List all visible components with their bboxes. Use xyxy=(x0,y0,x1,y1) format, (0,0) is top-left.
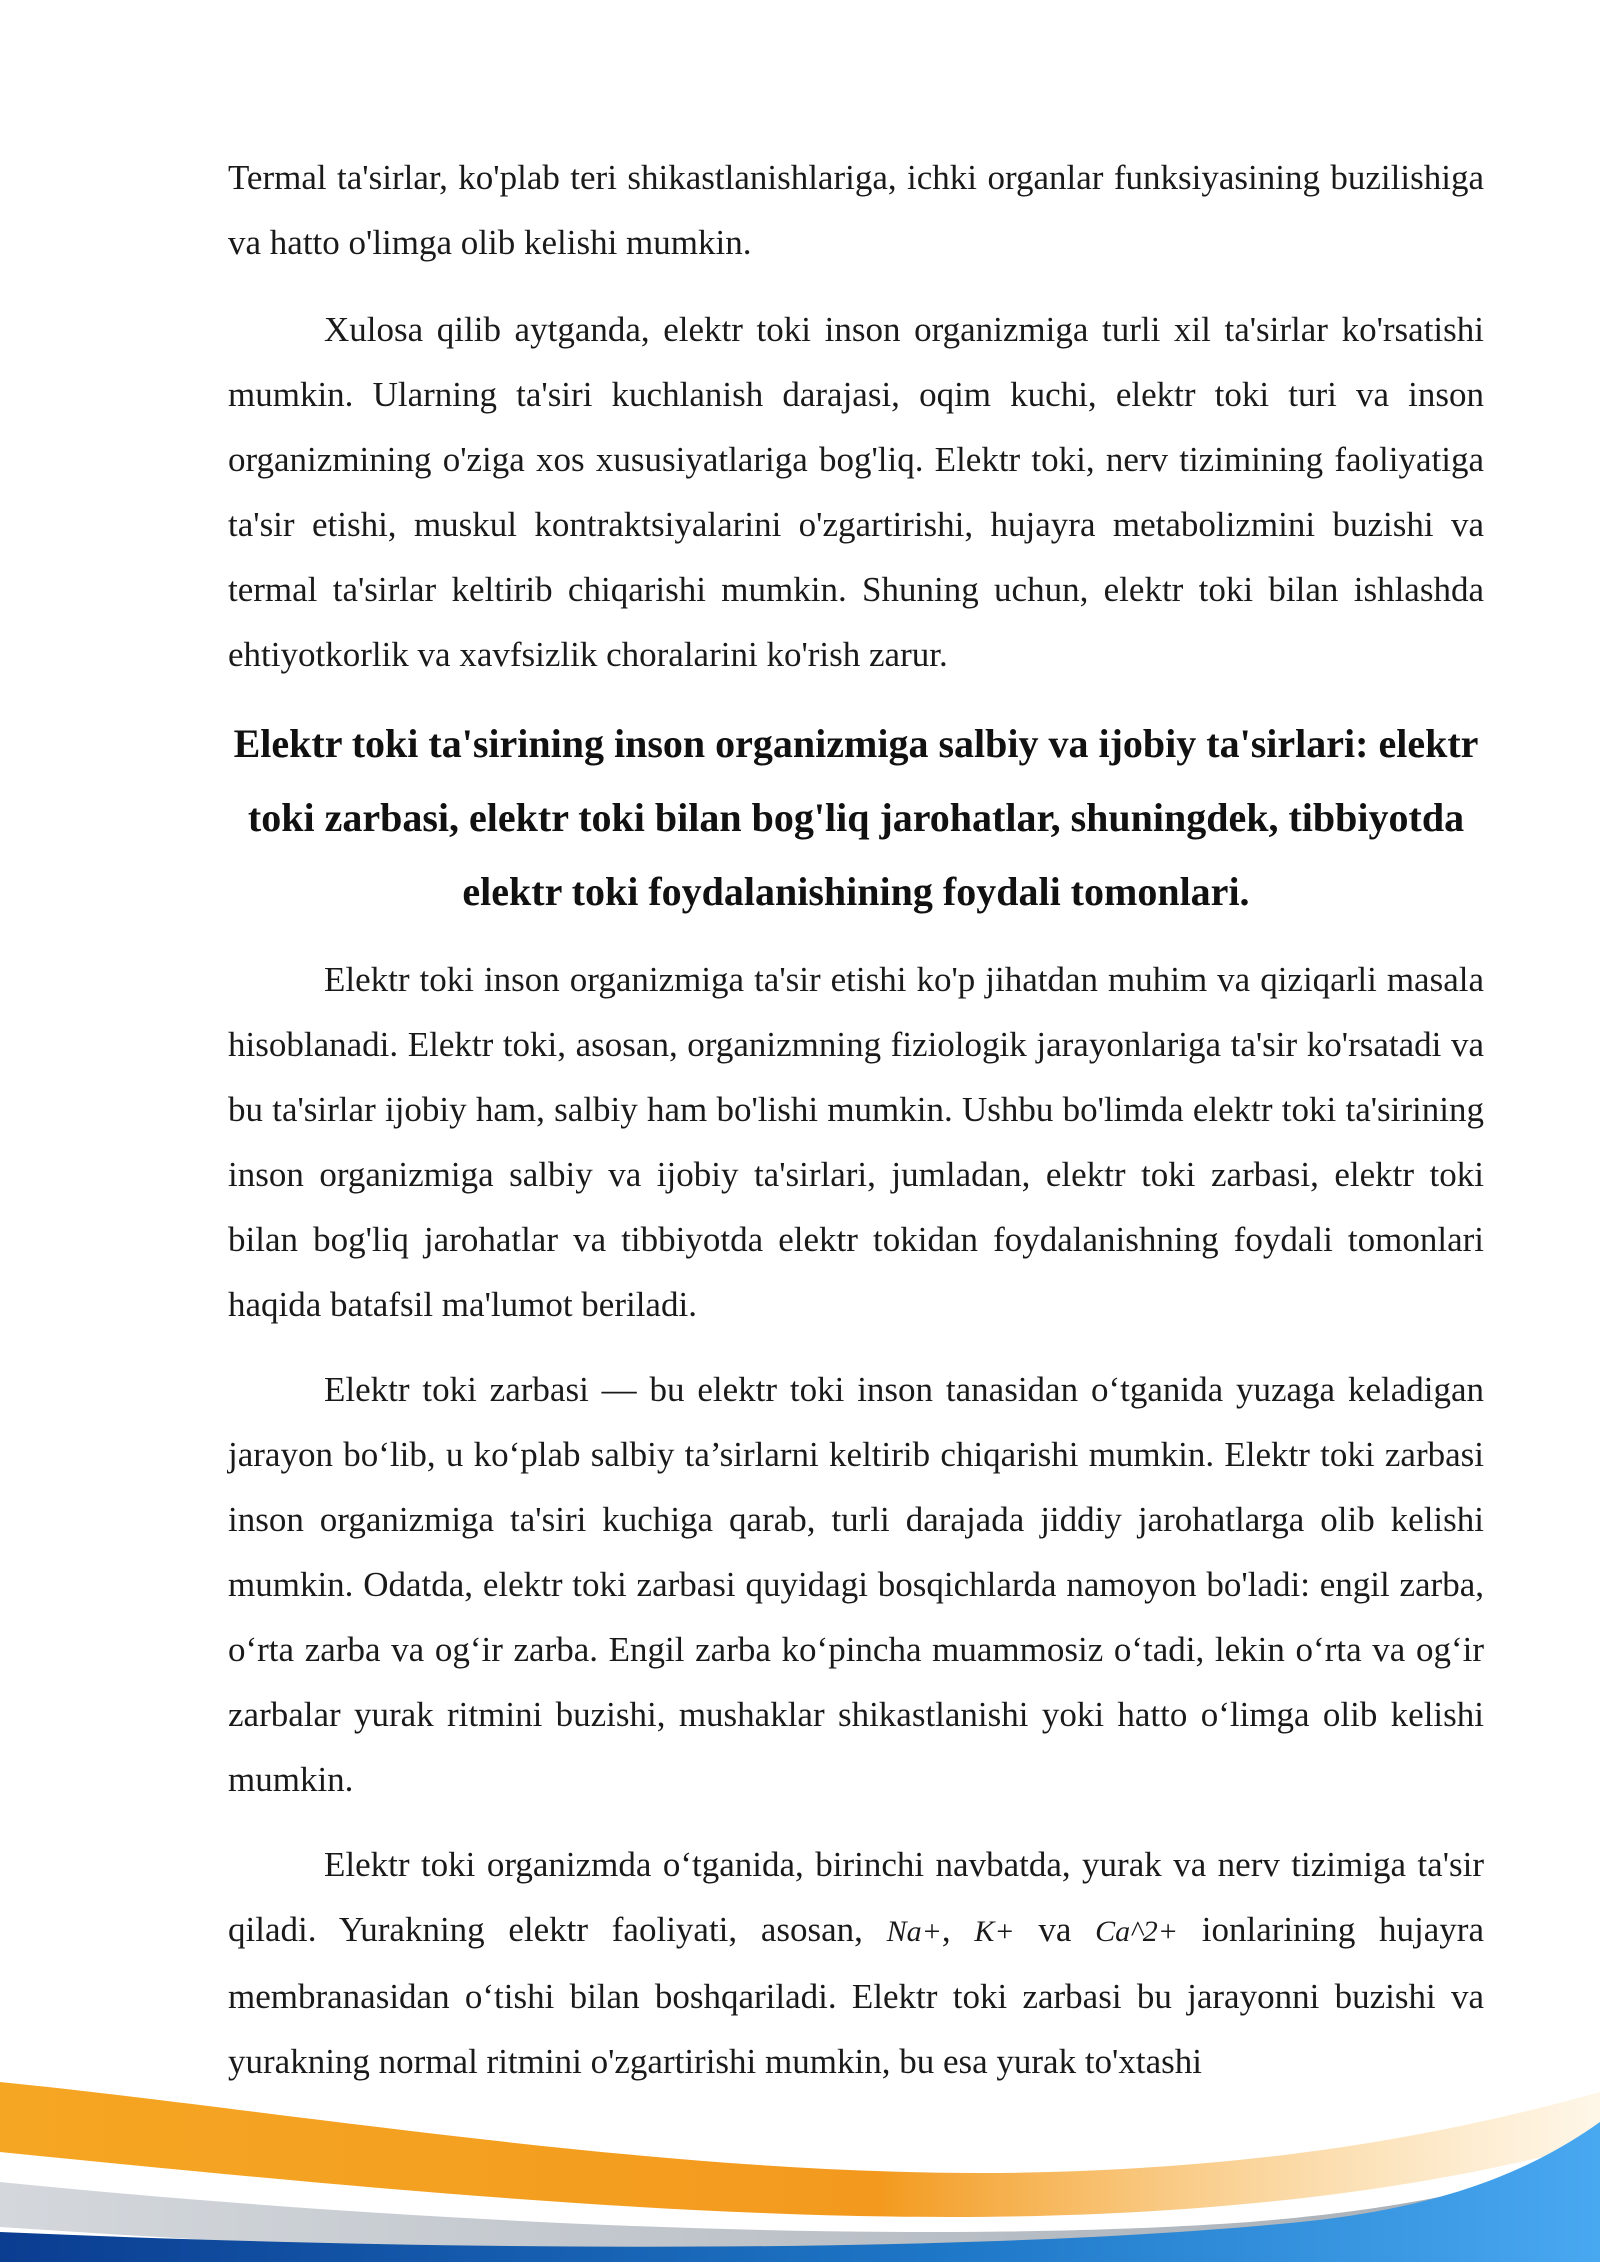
paragraph-termal: Termal ta'sirlar, ko'plab teri shikastlanishlariga, ichki organlar funksiyasining buzilishiga va hatto o'limga olib kelishi mumkin. xyxy=(228,158,1484,262)
ion-sodium: Na+ xyxy=(886,1915,942,1948)
ion-potassium: K+ xyxy=(974,1915,1015,1948)
ion-calcium: Ca^2+ xyxy=(1095,1915,1179,1948)
paragraph-zarba: Elektr toki zarbasi — bu elektr toki inson tanasidan o‘tganida yuzaga keladigan jarayon bo‘lib, u ko‘plab salbiy ta’sirlarni keltirib chiqarishi mumkin. Elektr toki zarbasi inson organizmiga ta'siri kuchiga qarab, turli darajada jiddiy jarohatlarga olib kelishi mumkin. Odatda, elektr toki zarbasi quyidagi bosqichlarda namoyon bo'ladi: engil zarba, o‘rta zarba va og‘ir zarba. Engil zarba ko‘pincha muammosiz o‘tadi, lekin o‘rta va og‘ir zarbalar yurak ritmini buzishi, mushaklar shikastlanishi yoki hatto o‘limga olib kelishi mumkin. xyxy=(228,1370,1484,1799)
paragraph-intro: Elektr toki inson organizmiga ta'sir etishi ko'p jihatdan muhim va qiziqarli masala hisoblanadi. Elektr toki, asosan, organizmning fiziologik jarayonlariga ta'sir ko'rsatadi va bu ta'sirlar ijobiy ham, salbiy ham bo'lishi mumkin. Ushbu bo'limda elektr toki ta'sirining inson organizmiga salbiy va ijobiy ta'sirlari, jumladan, elektr toki zarbasi, elektr toki bilan bog'liq jarohatlar va tibbiyotda elektr tokidan foydalanishning foydali tomonlari haqida batafsil ma'lumot beriladi. xyxy=(228,960,1484,1324)
separator: va xyxy=(1014,1910,1096,1949)
paragraph-xulosa: Xulosa qilib aytganda, elektr toki inson organizmiga turli xil ta'sirlar ko'rsatishi mumkin. Ularning ta'siri kuchlanish darajasi, oqim kuchi, elektr toki turi va inson organizmining o'ziga xos xususiyatlariga bog'liq. Elektr toki, nerv tizimining faoliyatiga ta'sir etishi, muskul kontraktsiyalarini o'zgartirishi, hujayra metabolizmini buzishi va termal ta'sirlar keltirib chiqarishi mumkin. Shuning uchun, elektr toki bilan ishlashda ehtiyotkorlik va xavfsizlik choralarini ko'rish zarur. xyxy=(228,310,1484,674)
section-heading: Elektr toki ta'sirining inson organizmiga salbiy va ijobiy ta'sirlari: elektr toki zarbasi, elektr toki bilan bog'liq jarohatlar, shuningdek, tibbiyotda elektr toki foydalanishining foydali tomonlari. xyxy=(233,721,1479,914)
paragraph-yurak-end: ionlarining hujayra membranasidan o‘tishi bilan boshqariladi. Elektr toki zarbasi bu jarayonni buzishi va yurakning normal ritmini o'zgartirishi mumkin, bu esa yurak to'xtashi xyxy=(228,1910,1484,2081)
wave-orange xyxy=(0,2082,1600,2217)
document-page xyxy=(228,145,1484,2114)
separator: , xyxy=(941,1910,975,1949)
footer-wave-decoration xyxy=(0,2032,1600,2262)
paragraph-yurak-start: Elektr toki organizmda o‘tganida, birinchi navbatda, yurak va nerv tizimiga ta'sir qiladi. Yurakning elektr faoliyati, asosan, xyxy=(228,1845,1484,1949)
